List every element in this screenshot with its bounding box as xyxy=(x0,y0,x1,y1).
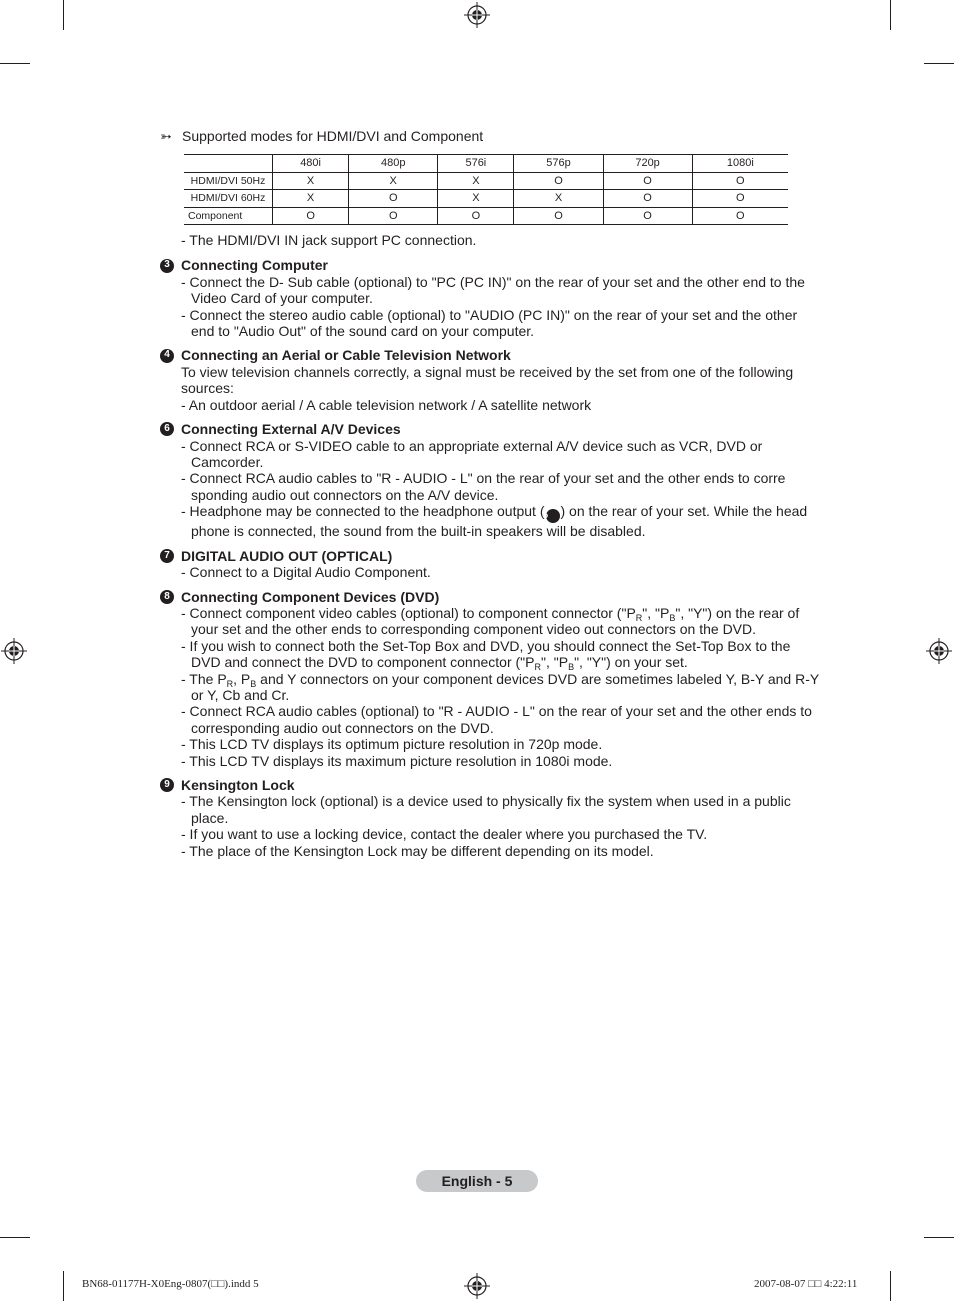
crop-mark xyxy=(890,0,891,30)
table-row-label: Component xyxy=(184,207,273,224)
section-body xyxy=(181,364,820,413)
list-item: - Connect RCA audio cables (optional) to "R - AUDIO - L" on the rear of your set and the other ends to corresponding audio out connectors on the DVD. xyxy=(181,703,812,736)
pc-support-note: - The HDMI/DVI IN jack support PC connection. xyxy=(181,232,477,249)
date-slug: 2007-08-07 □□ 4:22:11 xyxy=(754,1278,858,1290)
table-cell: O xyxy=(273,207,349,224)
list-item: - An outdoor aerial / A cable television network / A satellite network xyxy=(181,396,592,413)
text-fragment: ) on the rear of your set. While the head phone is connected, the sound from the built-in speakers will be disabled. xyxy=(191,503,808,540)
subscript: B xyxy=(669,612,676,623)
section-title: Connecting External A/V Devices xyxy=(181,421,401,438)
crop-mark xyxy=(0,63,30,64)
number-5-icon: 5 xyxy=(546,509,560,523)
list-item: - The place of the Kensington Lock may be different depending on its model. xyxy=(181,842,654,859)
section-heading xyxy=(160,548,820,564)
list-item xyxy=(181,671,820,704)
text-fragment: - Connect component video cables (optional) to component connector ("P xyxy=(181,604,636,621)
table-cell: X xyxy=(514,190,603,207)
note-heading-text: Supported modes for HDMI/DVI and Component xyxy=(182,128,484,144)
text-fragment: and Y connectors on your component devices DVD are sometimes labeled Y, B-Y and R-Y or Y, Cb and Cr. xyxy=(191,670,819,703)
table-header-cell: 576i xyxy=(438,155,514,172)
section-kensington-lock xyxy=(160,777,820,859)
list-item: - Connect to a Digital Audio Component. xyxy=(181,564,431,581)
text-fragment: ", "P xyxy=(642,604,670,621)
list-item: - This LCD TV displays its optimum picture resolution in 720p mode. xyxy=(181,736,603,753)
list-item xyxy=(181,605,820,638)
list-item xyxy=(181,503,820,540)
table-cell: O xyxy=(349,207,438,224)
table-cell: O xyxy=(692,172,788,189)
note-heading xyxy=(160,128,820,144)
table-header-cell: 720p xyxy=(603,155,692,172)
section-body xyxy=(181,793,820,859)
section-heading xyxy=(160,257,820,273)
text-fragment: ", "P xyxy=(541,654,569,671)
file-slug: BN68-01177H-X0Eng-0807(□□).indd 5 xyxy=(82,1278,259,1290)
table-cell: X xyxy=(273,172,349,189)
table-header-cell: 1080i xyxy=(692,155,788,172)
table-cell: X xyxy=(349,172,438,189)
section-heading xyxy=(160,347,820,363)
table-header-cell: 576p xyxy=(514,155,603,172)
section-body xyxy=(181,605,820,769)
section-title: Connecting Computer xyxy=(181,257,328,274)
section-connecting-aerial xyxy=(160,347,820,413)
text-fragment: - The P xyxy=(181,670,227,687)
section-heading xyxy=(160,777,820,793)
table-header-cell: 480i xyxy=(273,155,349,172)
crop-mark xyxy=(63,0,64,30)
registration-mark-icon xyxy=(1,638,27,664)
section-title: DIGITAL AUDIO OUT (OPTICAL) xyxy=(181,547,393,564)
section-external-av xyxy=(160,421,820,540)
number-6-icon: 6 xyxy=(160,422,174,436)
subscript: R xyxy=(226,678,234,689)
number-9-icon: 9 xyxy=(160,778,174,792)
list-item: - If you want to use a locking device, contact the dealer where you purchased the TV. xyxy=(181,826,708,843)
table-cell: O xyxy=(603,190,692,207)
registration-mark-icon xyxy=(464,1273,490,1299)
arrow-right-icon: ➳ xyxy=(160,128,172,144)
list-item: - Connect the stereo audio cable (optional) to "AUDIO (PC IN)" on the rear of your set and the other end to "Audio Out" of the sound card on your computer. xyxy=(181,306,798,340)
section-title: Kensington Lock xyxy=(181,777,295,794)
subscript: R xyxy=(534,662,541,673)
table-header-cell: 480p xyxy=(349,155,438,172)
list-item: - Connect RCA audio cables to "R - AUDIO - L" on the rear of your set and the other ends to corre sponding audio out connectors on the A/V device. xyxy=(181,470,786,503)
text-fragment: - Headphone may be connected to the headphone output ( xyxy=(181,503,545,520)
table-row-label: HDMI/DVI 50Hz xyxy=(184,172,273,189)
list-item: - Connect RCA or S-VIDEO cable to an appropriate external A/V device such as VCR, DVD or Camcorder. xyxy=(181,437,763,470)
section-body xyxy=(181,438,820,540)
paragraph: To view television channels correctly, a signal must be received by the set from one of the following sources: xyxy=(181,363,794,397)
table-cell: O xyxy=(438,207,514,224)
number-3-icon: 3 xyxy=(160,259,174,273)
text-fragment: - If you wish to connect both the Set-Top Box and DVD, you should connect the Set-Top Box to the DVD and connect the DVD to component connector ("P xyxy=(181,637,791,671)
subscript: B xyxy=(250,678,257,689)
section-connecting-computer xyxy=(160,257,820,339)
list-item: - The Kensington lock (optional) is a device used to physically fix the system when used in a public place. xyxy=(181,793,791,826)
table-cell: O xyxy=(349,190,438,207)
subscript: B xyxy=(568,662,575,673)
crop-mark xyxy=(924,1237,954,1238)
number-7-icon: 7 xyxy=(160,549,174,563)
crop-mark xyxy=(63,1271,64,1301)
registration-mark-icon xyxy=(464,2,490,28)
crop-mark xyxy=(924,63,954,64)
section-title: Connecting Component Devices (DVD) xyxy=(181,588,440,605)
section-heading xyxy=(160,421,820,437)
section-digital-audio-out xyxy=(160,548,820,581)
table-header-row xyxy=(184,155,788,172)
table-row xyxy=(184,207,788,224)
section-component-devices xyxy=(160,589,820,769)
text-fragment: , P xyxy=(233,670,251,687)
section-title: Connecting an Aerial or Cable Television Network xyxy=(181,347,511,364)
table-row xyxy=(184,172,788,189)
subscript: R xyxy=(635,612,643,623)
table-cell: X xyxy=(438,190,514,207)
page-number-badge: English - 5 xyxy=(416,1170,538,1192)
page-content xyxy=(160,128,820,859)
table-row-label: HDMI/DVI 60Hz xyxy=(184,190,273,207)
table-cell: O xyxy=(603,207,692,224)
table-cell: O xyxy=(692,207,788,224)
table-cell: X xyxy=(273,190,349,207)
table-cell: O xyxy=(692,190,788,207)
list-item xyxy=(181,638,820,671)
table-cell: O xyxy=(514,207,603,224)
crop-mark xyxy=(0,1237,30,1238)
section-heading xyxy=(160,589,820,605)
registration-mark-icon xyxy=(926,638,952,664)
table-header-cell xyxy=(184,155,273,172)
table-cell: O xyxy=(514,172,603,189)
section-body xyxy=(181,564,820,580)
list-item: - This LCD TV displays its maximum picture resolution in 1080i mode. xyxy=(181,752,613,769)
table-row xyxy=(184,190,788,207)
supported-modes-table xyxy=(184,154,788,225)
list-item: - Connect the D- Sub cable (optional) to "PC (PC IN)" on the rear of your set and the other end to the Video Card of your computer. xyxy=(181,273,805,307)
table-cell: O xyxy=(603,172,692,189)
section-body xyxy=(181,274,820,340)
text-fragment: ", "Y") on the rear of your set and the other ends to corresponding component video out connectors on the DVD. xyxy=(191,604,800,638)
number-4-icon: 4 xyxy=(160,349,174,363)
number-8-icon: 8 xyxy=(160,590,174,604)
crop-mark xyxy=(890,1271,891,1301)
text-fragment: ", "Y") on your set. xyxy=(574,654,688,671)
table-cell: X xyxy=(438,172,514,189)
